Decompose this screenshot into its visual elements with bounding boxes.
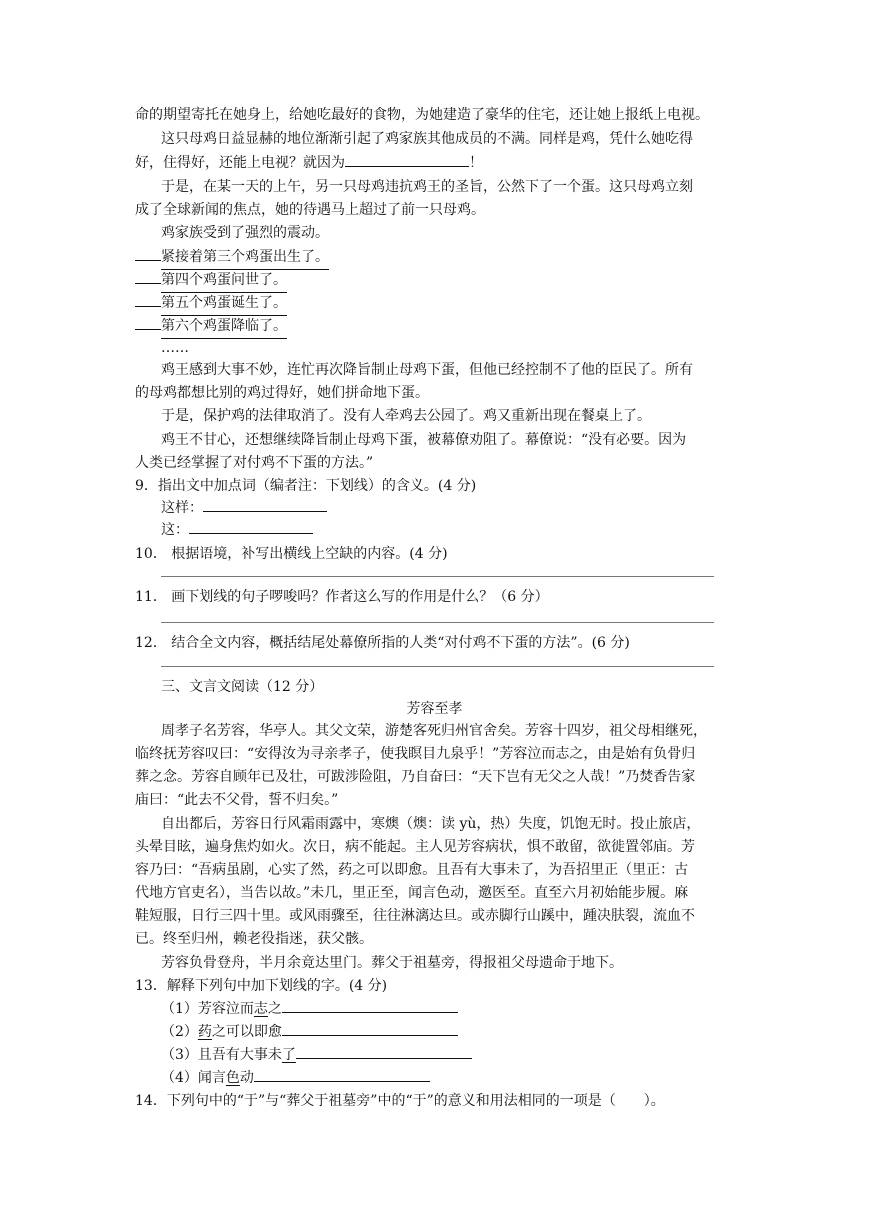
paragraph-line: 芳容负骨登舟，半月余竟达里门。葬父于祖墓旁，得报祖父母遗命于地下。 bbox=[161, 955, 623, 971]
question-9: 9．指出文中加点词（编者注：下划线）的含义。(4 分) bbox=[135, 478, 477, 494]
q13-item-1: （1）芳容泣而志之 bbox=[161, 998, 458, 1021]
paragraph-line: 于是，保护鸡的法律取消了。没有人牵鸡去公园了。鸡又重新出现在餐桌上了。 bbox=[161, 408, 651, 424]
answer-rule bbox=[161, 576, 714, 577]
answer-line bbox=[161, 519, 313, 542]
paragraph-line: 已。终至归州，赖老役指迷，获父骸。 bbox=[135, 931, 373, 947]
paragraph-line: 这只母鸡日益显赫的地位渐渐引起了鸡家族其他成员的不满。同样是鸡，凭什么她吃得 bbox=[161, 131, 693, 147]
answer-blank bbox=[296, 1044, 472, 1059]
answer-line bbox=[161, 497, 327, 520]
answer-label: 这样： bbox=[161, 500, 203, 516]
question-11: 11． 画下划线的句子啰唆吗？作者这么写的作用是什么？（6 分） bbox=[135, 589, 549, 605]
fill-blank bbox=[345, 152, 469, 167]
paragraph-line: 葬之念。芳容自顾年已及壮，可跋涉险阻，乃自奋曰：“天下岂有无父之人哉！”乃焚香告家 bbox=[135, 769, 696, 785]
paragraph-line: 临终抚芳容叹曰：“安得汝为寻亲孝子，使我瞑目九泉乎！”芳容泣而志之，由是始有负骨归 bbox=[135, 746, 696, 762]
paragraph-line: 鸡家族受到了强烈的震动。 bbox=[161, 225, 329, 241]
paragraph-line: 鸡王感到大事不妙，连忙再次降旨制止母鸡下蛋，但他已经控制不了他的臣民了。所有 bbox=[161, 362, 693, 378]
underlined-sentence: 第四个鸡蛋问世了。 bbox=[135, 269, 287, 293]
paragraph-line: 周孝子名芳容，华亭人。其父文荣，游楚客死归州官舍矣。芳容十四岁，祖父母相继死， bbox=[161, 723, 707, 739]
question-12: 12． 结合全文内容，概括结尾处幕僚所指的人类“对付鸡不下蛋的方法”。(6 分) bbox=[135, 635, 630, 651]
answer-rule bbox=[161, 622, 714, 623]
q13-item-2: （2）药之可以即愈 bbox=[161, 1021, 458, 1044]
paragraph-line: 庙曰：“此去不父骨，誓不归矣。” bbox=[135, 792, 339, 808]
paragraph-line: 命的期望寄托在她身上，给她吃最好的食物，为她建造了豪华的住宅，还让她上报纸上电视。 bbox=[135, 107, 709, 123]
answer-label: 这： bbox=[161, 522, 189, 538]
paragraph-line: 头晕目眩，遍身焦灼如火。次日，病不能起。主人见芳容病状，惧不敢留，欲徙置邻庙。芳 bbox=[135, 839, 695, 855]
paragraph-line: 成了全球新闻的焦点，她的待遇马上超过了前一只母鸡。 bbox=[135, 202, 485, 218]
paragraph-line: 容乃曰：“吾病虽剧，心实了然，药之可以即愈。且吾有大事未了，为吾招里正（里正：古 bbox=[135, 862, 689, 878]
underlined-sentence: 第六个鸡蛋降临了。 bbox=[135, 315, 287, 339]
answer-blank bbox=[254, 1067, 430, 1082]
text-segment: ！ bbox=[469, 155, 483, 171]
text-segment: 好，住得好，还能上电视？就因为 bbox=[135, 155, 345, 171]
q13-item-3: （3）且吾有大事未了 bbox=[161, 1044, 472, 1067]
underlined-char: 药 bbox=[197, 1024, 212, 1040]
underlined-char: 志 bbox=[253, 1001, 268, 1017]
paragraph-line: 于是，在某一天的上午，另一只母鸡违抗鸡王的圣旨，公然下了一个蛋。这只母鸡立刻 bbox=[161, 179, 693, 195]
question-14: 14．下列句中的“于”与“葬父于祖墓旁”中的“于”的意义和用法相同的一项是（ ）。 bbox=[135, 1093, 665, 1109]
answer-blank bbox=[282, 1021, 458, 1036]
answer-blank bbox=[203, 497, 327, 512]
answer-blank bbox=[189, 519, 313, 534]
q13-item-4: （4）闻言色动 bbox=[161, 1067, 430, 1090]
underlined-sentence: 紧接着第三个鸡蛋出生了。 bbox=[135, 246, 329, 270]
question-10: 10． 根据语境，补写出横线上空缺的内容。(4 分) bbox=[135, 546, 448, 562]
paragraph-line: 人类已经掌握了对付鸡不下蛋的方法。” bbox=[135, 455, 374, 471]
section-heading: 三、文言文阅读（12 分） bbox=[161, 679, 324, 695]
ellipsis: …… bbox=[161, 340, 189, 356]
underlined-char: 了 bbox=[281, 1047, 296, 1063]
underlined-char: 色 bbox=[225, 1070, 240, 1086]
answer-rule bbox=[161, 666, 714, 667]
paragraph-line: 自出都后，芳容日行风霜雨露中，寒燠（燠：读 yù，热）失度，饥饱无时。投止旅店， bbox=[161, 816, 701, 832]
paragraph-line: 鞋短服，日行三四十里。或风雨骤至，往往淋漓达旦。或赤脚行山蹊中，踵决肤裂，流血不 bbox=[135, 908, 695, 924]
underlined-sentence: 第五个鸡蛋诞生了。 bbox=[135, 292, 287, 316]
paragraph-line: 鸡王不甘心，还想继续降旨制止母鸡下蛋，被幕僚劝阻了。幕僚说：“没有必要。因为 bbox=[161, 432, 687, 448]
paragraph-line bbox=[135, 152, 483, 175]
classical-title: 芳容至孝 bbox=[406, 701, 463, 717]
paragraph-line: 代地方官吏名），当告以故。”未几，里正至，闻言色动，邀医至。直至六月初始能步履。麻 bbox=[135, 885, 689, 901]
question-13: 13．解释下列句中加下划线的字。(4 分) bbox=[135, 978, 388, 994]
answer-blank bbox=[282, 998, 458, 1013]
paragraph-line: 的母鸡都想比别的鸡过得好，她们拼命地下蛋。 bbox=[135, 385, 429, 401]
